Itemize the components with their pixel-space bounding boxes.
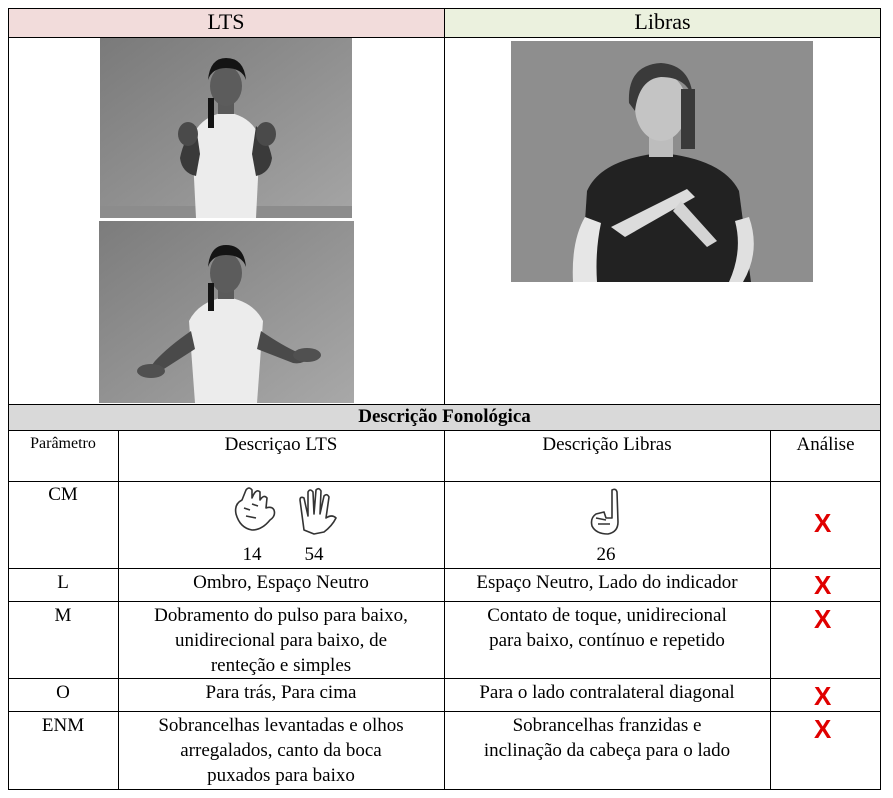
col-line-1: [118, 430, 119, 790]
analise-o-mark: X: [814, 681, 832, 711]
enm-lts-line-3: puxados para baixo: [207, 765, 355, 786]
hand-shape-54-icon: [294, 486, 340, 538]
col-lts: Descriçao LTS: [224, 434, 338, 455]
hand-shape-26-icon: [584, 484, 628, 540]
enm-libras-line-1: Sobrancelhas franzidas e: [512, 715, 702, 736]
m-lts-line-2: unidirecional para baixo, de: [174, 630, 388, 651]
m-libras-line-2: para baixo, contínuo e repetido: [489, 630, 725, 651]
section-title: Descrição Fonológica: [358, 406, 531, 427]
phonology-table: [8, 8, 881, 790]
libras-photo: [511, 41, 813, 282]
o-lts: Para trás, Para cima: [205, 682, 357, 703]
m-lts-line-3: renteção e simples: [210, 655, 352, 676]
analise-enm-mark: X: [814, 714, 832, 744]
m-libras-line-1: Contato de toque, unidirecional: [487, 605, 727, 626]
param-o: O: [56, 682, 70, 703]
photos-divider-v: [444, 8, 445, 404]
param-enm: ENM: [41, 715, 85, 736]
lts-code-14: 14: [242, 544, 262, 565]
hand-shape-14-icon: [230, 484, 282, 540]
lts-header-label: LTS: [207, 9, 245, 34]
analise-cm-mark: X: [814, 508, 832, 538]
lts-header: [8, 8, 444, 37]
border-right: [880, 8, 881, 790]
l-lts: Ombro, Espaço Neutro: [193, 572, 369, 593]
m-libras: [444, 603, 770, 653]
enm-libras-line-2: inclinação da cabeça para o lado: [483, 740, 731, 761]
libras-header-label: Libras: [634, 9, 691, 34]
l-libras: Espaço Neutro, Lado do indicador: [476, 572, 738, 593]
m-lts: [118, 603, 444, 678]
param-m: M: [54, 605, 72, 626]
enm-lts-line-2: arregalados, canto da boca: [180, 740, 382, 761]
param-cm: CM: [48, 484, 78, 505]
border-left: [8, 8, 9, 790]
analise-m-mark: X: [814, 604, 832, 634]
lts-photo-top: [100, 38, 352, 218]
col-parametro: Parâmetro: [30, 435, 96, 452]
col-analise: Análise: [796, 434, 855, 455]
lts-code-54: 54: [304, 544, 324, 565]
analise-l-mark: X: [814, 570, 832, 600]
libras-code-26: 26: [596, 544, 616, 565]
enm-lts: [118, 713, 444, 788]
col-line-2: [444, 430, 445, 790]
param-l: L: [57, 572, 69, 593]
col-line-3: [770, 430, 771, 790]
libras-header: [444, 8, 881, 37]
o-libras: Para o lado contralateral diagonal: [479, 682, 735, 703]
enm-lts-line-1: Sobrancelhas levantadas e olhos: [158, 715, 404, 736]
m-lts-line-1: Dobramento do pulso para baixo,: [154, 605, 408, 626]
col-libras: Descrição Libras: [542, 434, 672, 455]
lts-photo-bottom: [99, 221, 354, 403]
section-top-line: [8, 404, 881, 405]
enm-libras: [444, 713, 770, 763]
